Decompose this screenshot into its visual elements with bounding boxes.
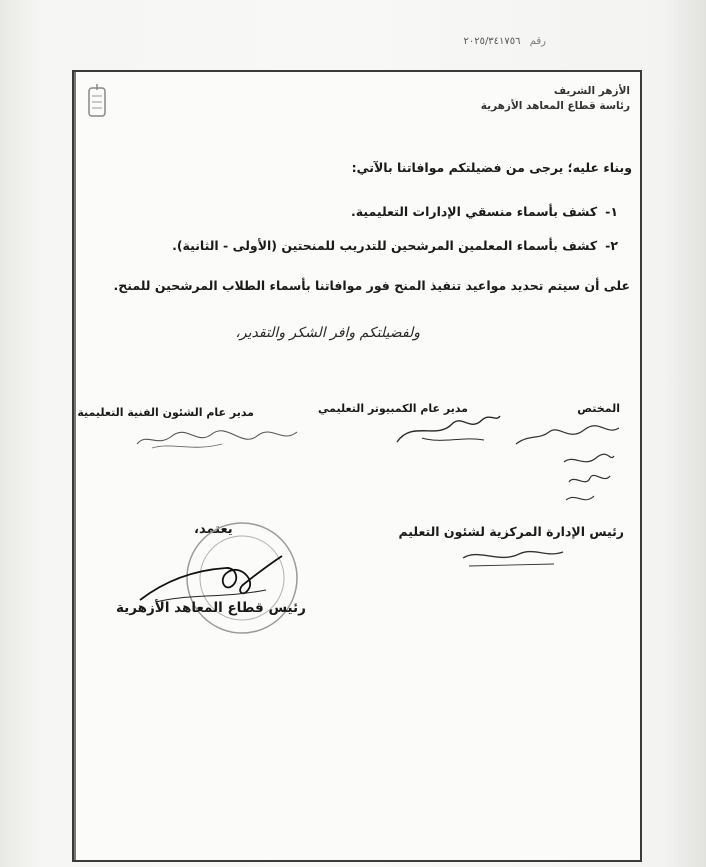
azhar-emblem-icon xyxy=(86,82,108,120)
list-item-number: ٢- xyxy=(605,238,618,253)
reference-value: ٢٠٢٥/٣٤١٧٥٦ xyxy=(463,36,521,47)
technical-director-signature xyxy=(132,424,302,454)
reference-label: رقم xyxy=(529,36,546,47)
letter-page xyxy=(72,70,642,862)
specialist-signature xyxy=(514,422,624,512)
intro-text: وبناء عليه؛ يرجى من فضيلتكم موافاتنا بالآتي: xyxy=(351,160,632,175)
letterhead-line-1: الأزهر الشريف xyxy=(553,85,630,97)
specialist-label: المختص xyxy=(577,402,620,415)
approval-label: يعتمد، xyxy=(194,522,233,537)
list-item xyxy=(98,238,618,253)
sector-head-label: رئيس قطاع المعاهد الأزهرية xyxy=(116,600,306,616)
list-item-text: كشف بأسماء منسقي الإدارات التعليمية. xyxy=(351,204,598,219)
computer-director-label: مدير عام الكمبيوتر التعليمي xyxy=(318,402,468,415)
technical-director-label: مدير عام الشئون الفنية التعليمية xyxy=(77,406,254,419)
list-item xyxy=(98,204,618,219)
computer-director-signature xyxy=(392,410,502,450)
greeting-text: ولفضيلتكم وافر الشكر والتقدير، xyxy=(235,325,420,341)
list-item-text: كشف بأسماء المعلمين المرشحين للتدريب للمنحتين (الأولى - الثانية). xyxy=(172,238,598,253)
central-head-signature xyxy=(459,542,569,572)
closing-text: على أن سيتم تحديد مواعيد تنفيذ المنح فور موافاتنا بأسماء الطلاب المرشحين للمنح. xyxy=(113,278,630,293)
list-item-number: ١- xyxy=(605,204,618,219)
reference-number xyxy=(463,36,546,47)
central-head-label: رئيس الإدارة المركزية لشئون التعليم xyxy=(398,524,624,539)
letterhead xyxy=(481,84,630,114)
letterhead-line-2: رئاسة قطاع المعاهد الأزهرية xyxy=(480,100,630,112)
